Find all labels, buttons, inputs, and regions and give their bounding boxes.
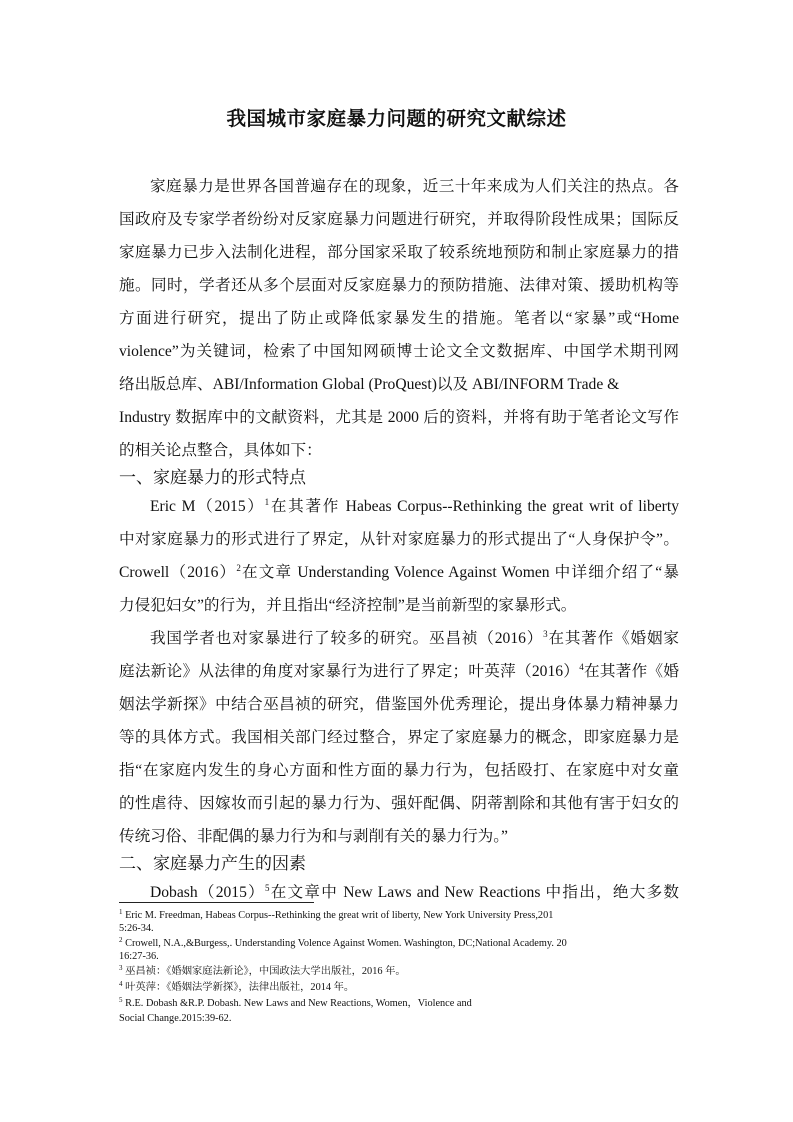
footnote-ref-3[interactable]: 3 [543,629,548,639]
text: Crowell（2016） [119,564,237,581]
footnote-text: 叶英萍：《婚姻法学新探》，法律出版社，2014 年。 [125,982,355,993]
footnote-2 [119,938,679,950]
paragraph-line [119,563,679,583]
footnote-4 [119,982,679,994]
text: 在其著作《婚姻家 [547,630,679,647]
paragraph-line [150,883,679,903]
footnote-number: 4 [119,980,123,988]
text: 庭法新论》从法律的角度对家暴行为进行了界定；叶英萍（2016） [119,663,580,680]
paragraph-line: 力侵犯妇女”的行为，并且指出“经济控制”是当前新型的家暴形式。 [119,597,577,614]
intro-line: 家庭暴力是世界各国普遍存在的现象，近三十年来成为人们关注的热点。各 [150,178,679,195]
footnote-ref-4[interactable]: 4 [579,662,584,672]
footnote-number: 1 [119,908,123,916]
footnote-text: Eric M. Freedman, Habeas Corpus--Rethinking the great writ of liberty, New York University Press,201 [125,910,554,921]
text: 在其著作 Habeas Corpus--Rethinking the great writ of liberty [269,498,679,515]
text: 在文章中 New Laws and New Reactions 中指出，绝大多数 [269,884,679,901]
paragraph-line: 指“在家庭内发生的身心方面和性方面的暴力行为，包括殴打、在家庭中对女童 [119,762,679,779]
footnote-ref-5[interactable]: 5 [264,883,270,893]
section-heading-1: 一、家庭暴力的形式特点 [119,468,306,488]
paragraph-line: 姻法学新探》中结合巫昌祯的研究，借鉴国外优秀理论，提出身体暴力精神暴力 [119,696,679,713]
intro-line: 的相关论点整合，具体如下： [119,442,322,459]
footnote-2-cont: 16:27-36. [119,951,159,962]
paragraph-line: 传统习俗、非配偶的暴力行为和与剥削有关的暴力行为。” [119,828,508,845]
footnote-5-cont: Social Change.2015:39-62. [119,1013,232,1024]
footnote-number: 2 [119,936,123,944]
paragraph-line [150,497,679,517]
paragraph-line: 的性虐待、因嫁妆而引起的暴力行为、强奸配偶、阴蒂割除和其他有害于妇女的 [119,795,679,812]
intro-line: Industry 数据库中的文献资料，尤其是 2000 后的资料，并将有助于笔者论文写作 [119,409,679,426]
text: 在其著作《婚 [583,663,679,680]
footnote-ref-1[interactable]: 1 [264,497,270,507]
paragraph-line: 等的具体方式。我国相关部门经过整合，界定了家庭暴力的概念，即家庭暴力是 [119,729,679,746]
footnote-text: Crowell, N.A.,&Burgess,. Understanding Volence Against Women. Washington, DC;National Academy. 20 [125,938,567,949]
document-title: 我国城市家庭暴力问题的研究文献综述 [226,107,567,130]
paragraph-line [150,629,679,649]
text: Dobash（2015） [150,884,265,901]
footnote-ref-2[interactable]: 2 [236,563,241,573]
intro-line: 络出版总库、ABI/Information Global (ProQuest)以及 ABI/INFORM Trade & [119,376,620,393]
intro-line: 方面进行研究，提出了防止或降低家暴发生的措施。笔者以“家暴”或“Home [119,310,679,327]
text: Eric M（2015） [150,498,265,515]
intro-line: 家庭暴力已步入法制化进程，部分国家采取了较系统地预防和制止家庭暴力的措 [119,244,679,261]
footnote-number: 3 [119,964,123,972]
text: 在文章 Understanding Volence Against Women 中详细介绍了“暴 [240,564,679,581]
intro-line: violence”为关键词，检索了中国知网硕博士论文全文数据库、中国学术期刊网 [119,343,679,360]
text: 我国学者也对家暴进行了较多的研究。巫昌祯（2016） [150,630,544,647]
footnote-5 [119,998,679,1010]
footnote-1 [119,910,679,922]
paragraph-line [119,662,679,682]
paragraph-line: 中对家庭暴力的形式进行了界定，从针对家庭暴力的形式提出了“人身保护令”。 [119,531,679,548]
footnote-text: 巫昌祯：《婚姻家庭法新论》，中国政法大学出版社，2016 年。 [125,966,406,977]
footnote-number: 5 [119,996,123,1004]
intro-line: 施。同时，学者还从多个层面对反家庭暴力的预防措施、法律对策、援助机构等 [119,277,679,294]
intro-line: 国政府及专家学者纷纷对反家庭暴力问题进行研究，并取得阶段性成果；国际反 [119,211,679,228]
footnote-3 [119,966,679,978]
footnote-1-cont: 5:26-34. [119,923,154,934]
footnote-text: R.E. Dobash &R.P. Dobash. New Laws and New Reactions, Women，Violence and [125,998,472,1009]
section-heading-2: 二、家庭暴力产生的因素 [119,854,306,874]
footnote-separator [119,902,314,903]
